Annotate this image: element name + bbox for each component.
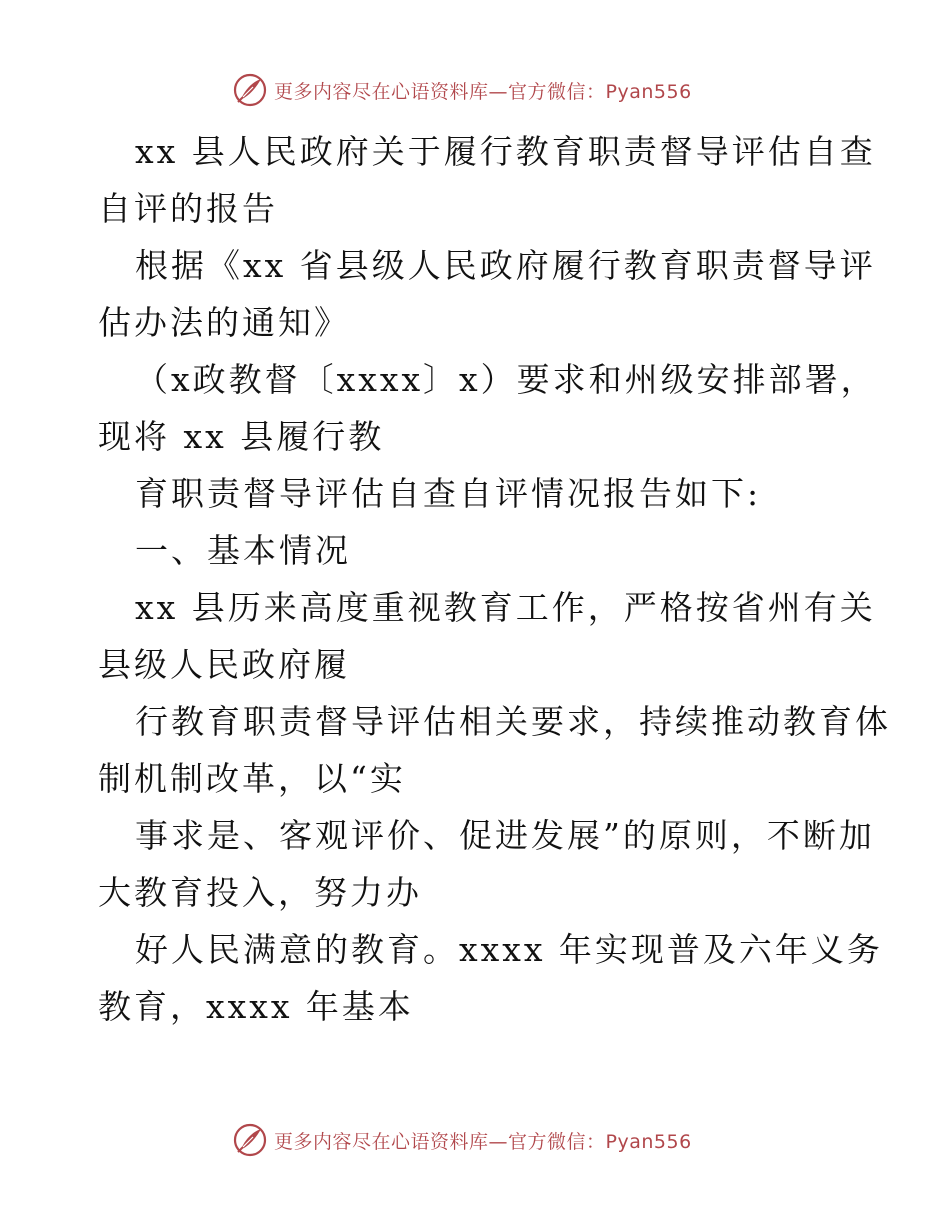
doc-line: 现将 xx 县履行教	[98, 417, 385, 456]
doc-line: 制机制改革，以“实	[98, 759, 406, 798]
doc-line: 教育，xxxx 年基本	[98, 987, 414, 1026]
document-body	[98, 123, 891, 1035]
footer-banner	[232, 1120, 692, 1160]
doc-line: 好人民满意的教育。xxxx 年实现普及六年义务	[135, 930, 883, 969]
header-banner	[232, 70, 692, 110]
doc-line: 自评的报告	[98, 189, 278, 228]
doc-line: 大教育投入，努力办	[98, 873, 422, 912]
doc-line: 事求是、客观评价、促进发展”的原则，不断加	[135, 816, 875, 855]
doc-line: 县级人民政府履	[98, 645, 350, 684]
section-heading: 一、基本情况	[135, 531, 351, 570]
doc-line: xx 县历来高度重视教育工作，严格按省州有关	[135, 588, 876, 627]
doc-line: 育职责督导评估自查自评情况报告如下:	[135, 474, 762, 513]
quill-logo-icon	[232, 72, 268, 108]
doc-line: （x政教督〔xxxx〕x）要求和州级安排部署，	[135, 360, 877, 399]
doc-line: 根据《xx 省县级人民政府履行教育职责督导评	[135, 246, 876, 285]
quill-logo-icon	[232, 1122, 268, 1158]
doc-line: xx 县人民政府关于履行教育职责督导评估自查	[135, 132, 876, 171]
doc-line: 行教育职责督导评估相关要求，持续推动教育体	[135, 702, 891, 741]
doc-line: 估办法的通知》	[98, 303, 350, 342]
header-banner-text: 更多内容尽在心语资料库—官方微信：Pyan556	[274, 80, 692, 103]
footer-banner-text: 更多内容尽在心语资料库—官方微信：Pyan556	[274, 1130, 692, 1153]
